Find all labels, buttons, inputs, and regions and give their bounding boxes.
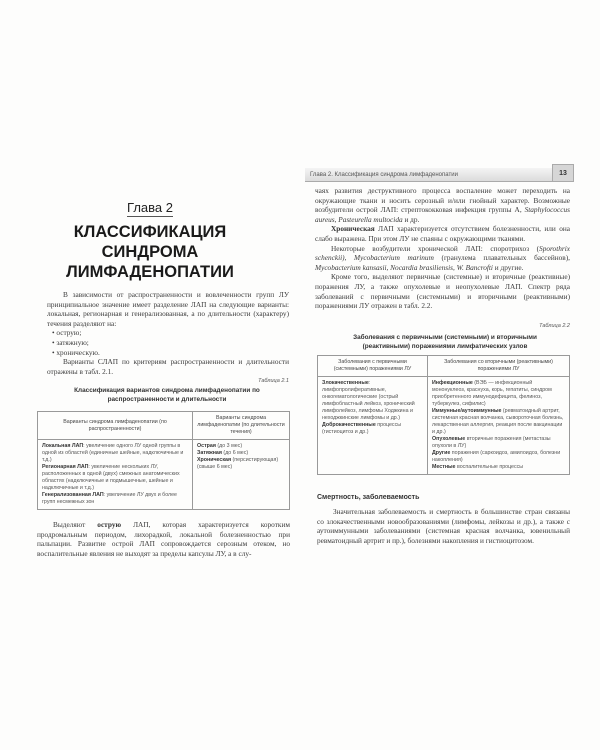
table-label: Таблица 2.1 xyxy=(258,378,289,384)
table-2-1: Варианты синдрома лимфаденопатии (по распространенности) Варианты синдрома лимфаденопатии (по длительности течения) Локальная ЛАП: увеличение одного ЛУ одной группы в одной из областей (единичные шейные, надключичные и т.д.) Регионарная ЛАП: увеличение нескольких ЛУ, расположенных в одной (двух) смежных анатомических областях (надключичные и подмышечные, шейные и надключичные и т.д.) Генерализованная ЛАП: увеличение ЛУ двух и более групп несмежных зон Острая (до 3 мес) Затяжная (до 6 мес) Хроническая (персистирующая) (свыше 6 мес) xyxy=(37,411,290,510)
table-title: Заболевания с первичными (системными) и вторичными (реактивными) поражениями лимфатических узлов xyxy=(353,334,537,350)
intro-text: В зависимости от распространенности и вовлеченности групп ЛУ принципиальное значение имеет разделение ЛАП на следующие варианты: локальная, регионарная и генерализованная, а по длительности (характеру) течения разделяют на: • острую; • затяжную; • хроническую. Варианты СЛАП по критериям распространенности и длительности отражены в табл. 2.1. xyxy=(47,290,289,376)
table-title: Классификация вариантов синдрома лимфаденопатии по распространенности и длительности xyxy=(74,387,260,403)
right-body-text: чаях развития деструктивного процесса воспаление может переходить на окружающие ткани и носить серозный и/или гнойный характер. Возможные возбудители острой ЛАП: стрептококковая инфекция группы A, Staphylococcus aureus, Pasteurella multocida и др. Хроническая ЛАП характеризуется отсутствием болезненности, или она слабо выражена. При этом ЛУ не спаяны с окружающими тканями. Некоторые возбудители хронической ЛАП: споротрихоз (Sporothrix schenckii), Mycobacterium marinum (гранулема плавательных бассейнов), Mycobacterium kansasii, Nocardia brasiliensis, W. Bancrofti и другие. Кроме того, выделяют первичные (системные) и вторичные (реактивные) поражения ЛУ, а также опухолевые и неопухолевые ЛАП. Спектр ряда заболеваний с первичными (системными) и вторичными (реактивными) поражениями ЛУ отражен в табл. 2.2. xyxy=(315,186,570,311)
column-primary: Злокачественные: лимфопролиферативные, онкогематологические (острый лимфобластный лейкоз, хронический лимфолейкоз, лимфомы Ходжкина и неходжкинские лимфомы и др.) Доброкачественные процессы (гистиоцитоз и др.) xyxy=(318,377,428,475)
table-label: Таблица 2.2 xyxy=(539,323,570,329)
table-2-2: Заболевания с первичными (системными) поражениями ЛУ Заболевания со вторичными (реактивными) поражениями ЛУ Злокачественные: лимфопролиферативные, онкогематологические (острый лимфобластный лейкоз, хронический лимфолейкоз, лимфомы Ходжкина и неходжкинские лимфомы и др.) Доброкачественные процессы (гистиоцитоз и др.) Инфекционные (ВЭБ — инфекционный мононуклеоз, краснуха, корь, гепатиты, синдром приобретенного иммунодефицита, фелиноз, туберкулез, сифилис) Иммунные/аутоиммунные (ревматоидный артрит, системная красная волчанка, сывороточная болезнь, лекарственная аллергия, реакция после вакцинации и др.) Опухолевые вторичные поражения (метастазы опухоли в ЛУ) Другие поражения (саркоидоз, амилоидоз, болезни накопления) Местные воспалительные процессы xyxy=(317,355,570,475)
page-number: 13 xyxy=(552,164,574,182)
right-page xyxy=(300,0,600,750)
column-duration: Острая (до 3 мес) Затяжная (до 6 мес) Хроническая (персистирующая) (свыше 6 мес) xyxy=(193,440,290,510)
column-spread: Локальная ЛАП: увеличение одного ЛУ одной группы в одной из областей (единичные шейные, надключичные и т.д.) Регионарная ЛАП: увеличение нескольких ЛУ, расположенных в одной (двух) смежных анатомических областях (надключичные и подмышечные, шейные и надключичные и т.д.) Генерализованная ЛАП: увеличение ЛУ двух и более групп несмежных зон xyxy=(38,440,193,510)
chapter-title: КЛАССИФИКАЦИЯ СИНДРОМА ЛИМФАДЕНОПАТИИ xyxy=(66,223,234,281)
acute-paragraph: Выделяют острую ЛАП, которая характеризуется коротким продромальным периодом, лихорадкой, локальной болезненностью при пальпации. Развитие острой ЛАП сопровождается серозным отеком, но воспалительные явления не выходят за пределы капсулы ЛУ, а в слу- xyxy=(37,520,290,558)
column-secondary: Инфекционные (ВЭБ — инфекционный мононуклеоз, краснуха, корь, гепатиты, синдром приобретенного иммунодефицита, фелиноз, туберкулез, сифилис) Иммунные/аутоиммунные (ревматоидный артрит, системная красная волчанка, сывороточная болезнь, лекарственная аллергия, реакция после вакцинации и др.) Опухолевые вторичные поражения (метастазы опухоли в ЛУ) Другие поражения (саркоидоз, амилоидоз, болезни накопления) Местные воспалительные процессы xyxy=(428,377,570,475)
chapter-label: Глава 2 xyxy=(127,200,173,215)
section-heading: Смертность, заболеваемость xyxy=(317,494,420,501)
section-text: Значительная заболеваемость и смертность в большинстве стран связаны со злокачественными новообразованиями (лимфомы, лейкозы и др.), а также с аутоиммунными заболеваниями (системная красная волчанка, ювенильный ревматоидный артрит и пр.), болезнями накопления и гистиоцитозом. xyxy=(317,507,570,545)
running-header: Глава 2. Классификация синдрома лимфаденопатии xyxy=(305,168,567,182)
